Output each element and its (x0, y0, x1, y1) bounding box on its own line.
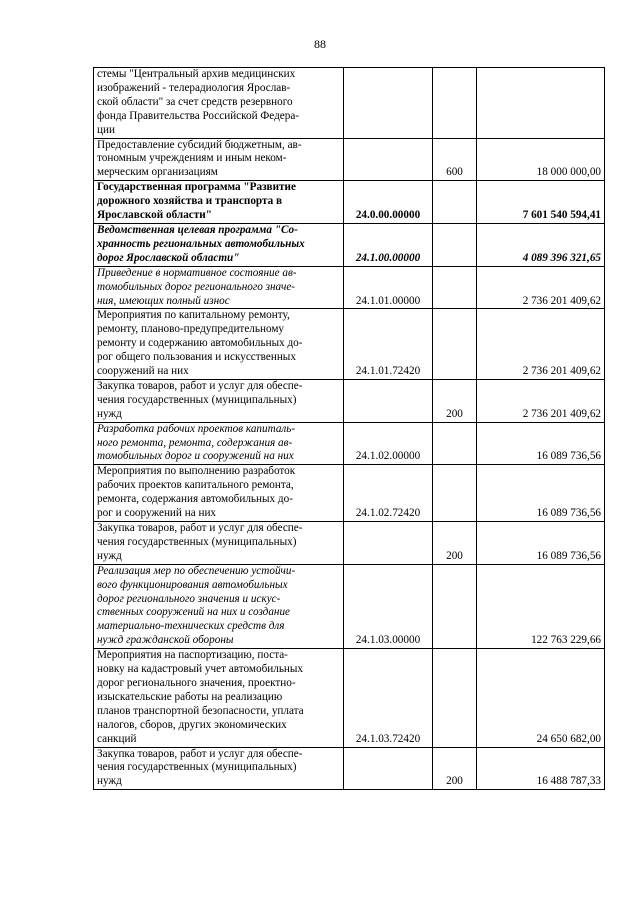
row-name-line: дорог регионального значения, проектно- (97, 676, 296, 689)
row-name-line: Закупка товаров, работ и услуг для обеспе- (97, 379, 303, 392)
row-name-cell (94, 379, 344, 422)
row-code-cell (344, 522, 433, 565)
row-name-line: нужд (97, 775, 122, 788)
table-row (94, 309, 605, 380)
table-row (94, 223, 605, 266)
row-sum-cell: 2 736 201 409,62 (477, 266, 605, 309)
row-code-cell: 24.1.03.00000 (344, 564, 433, 648)
row-name-line: изображений - телерадиология Ярослав- (97, 81, 291, 94)
row-name-line: вого функционирования автомобильных (97, 578, 288, 591)
row-name-line: дорог регионального значения и искус- (97, 592, 281, 605)
row-name-cell (94, 465, 344, 522)
row-expense-kind-cell (433, 266, 477, 309)
row-name-line: новку на кадастровый учет автомобильных (97, 663, 304, 676)
row-code-cell: 24.1.01.72420 (344, 309, 433, 380)
row-name-line: ремонту, планово-предупредительному (97, 323, 285, 336)
table-row (94, 138, 605, 181)
row-name-line: изыскательские работы на реализацию (97, 690, 283, 703)
row-sum-cell: 18 000 000,00 (477, 138, 605, 181)
table-row (94, 465, 605, 522)
page-number: 88 (314, 37, 326, 51)
row-expense-kind-cell (433, 223, 477, 266)
row-sum-cell: 16 089 736,56 (477, 465, 605, 522)
row-name-line: томобильных дорог регионального значе- (97, 280, 296, 293)
row-name-line: сооружений на них (97, 365, 189, 378)
row-name-line: Ярославской области" (97, 209, 212, 222)
row-name-line: рог общего пользования и искусственных (97, 351, 296, 364)
row-sum-cell: 16 488 787,33 (477, 747, 605, 790)
row-name-cell (94, 422, 344, 465)
row-name-line: Мероприятия по капитальному ремонту, (97, 309, 290, 322)
row-name-line: ного ремонта, ремонта, содержания ав- (97, 436, 293, 449)
row-code-cell (344, 138, 433, 181)
row-sum-cell: 2 736 201 409,62 (477, 309, 605, 380)
budget-table (93, 67, 605, 790)
table-row (94, 522, 605, 565)
row-name-line: Разработка рабочих проектов капиталь- (97, 422, 296, 435)
row-name-line: Закупка товаров, работ и услуг для обеспе- (97, 747, 303, 760)
row-code-cell: 24.0.00.00000 (344, 181, 433, 224)
row-sum-cell: 24 650 682,00 (477, 649, 605, 747)
row-expense-kind-cell: 600 (433, 138, 477, 181)
row-expense-kind-cell (433, 649, 477, 747)
row-name-line: Мероприятия на паспортизацию, поста- (97, 649, 288, 662)
row-name-line: Закупка товаров, работ и услуг для обеспе- (97, 522, 303, 534)
row-name-line: ской области" за счет средств резервного (97, 95, 293, 108)
row-expense-kind-cell: 200 (433, 747, 477, 790)
row-expense-kind-cell (433, 564, 477, 648)
row-name-line: санкций (97, 732, 137, 745)
row-expense-kind-cell (433, 465, 477, 522)
row-name-cell (94, 522, 344, 565)
row-code-cell: 24.1.02.72420 (344, 465, 433, 522)
row-name-cell (94, 266, 344, 309)
row-expense-kind-cell (433, 422, 477, 465)
row-name-line: мерческим организациям (97, 166, 218, 179)
row-code-cell: 24.1.03.72420 (344, 649, 433, 747)
table-row (94, 181, 605, 224)
table-row (94, 266, 605, 309)
row-name-line: материально-технических средств для (97, 620, 285, 633)
row-name-line: Предоставление субсидий бюджетным, ав- (97, 138, 302, 151)
row-name-cell (94, 309, 344, 380)
row-name-line: нужд (97, 549, 122, 562)
row-name-cell (94, 649, 344, 747)
row-name-line: нужд гражданской обороны (97, 634, 234, 647)
row-name-cell (94, 68, 344, 139)
row-sum-cell: 7 601 540 594,41 (477, 181, 605, 224)
row-expense-kind-cell (433, 309, 477, 380)
row-name-line: фонда Правительства Российской Федера- (97, 109, 300, 122)
row-name-line: ственных сооружений на них и создание (97, 606, 291, 619)
row-sum-cell: 122 763 229,66 (477, 564, 605, 648)
row-name-line: дорожного хозяйства и транспорта в (97, 195, 283, 208)
table-row (94, 564, 605, 648)
row-name-cell (94, 747, 344, 790)
row-name-line: планов транспортной безопасности, уплата (97, 704, 304, 717)
row-expense-kind-cell: 200 (433, 522, 477, 565)
row-code-cell: 24.1.00.00000 (344, 223, 433, 266)
row-name-line: тономным учреждениям и иным неком- (97, 152, 287, 165)
row-name-cell (94, 564, 344, 648)
row-code-cell (344, 68, 433, 139)
table-row (94, 379, 605, 422)
row-code-cell (344, 747, 433, 790)
table-row (94, 649, 605, 747)
budget-table-body (94, 68, 605, 790)
table-row (94, 68, 605, 139)
row-code-cell: 24.1.02.00000 (344, 422, 433, 465)
row-name-line: ции (97, 123, 115, 136)
row-name-line: Реализация мер по обеспечению устойчи- (97, 564, 296, 577)
row-sum-cell: 16 089 736,56 (477, 522, 605, 565)
row-name-line: чения государственных (муниципальных) (97, 535, 297, 548)
row-expense-kind-cell (433, 68, 477, 139)
row-expense-kind-cell: 200 (433, 379, 477, 422)
row-sum-cell (477, 68, 605, 139)
row-name-cell (94, 138, 344, 181)
row-code-cell: 24.1.01.00000 (344, 266, 433, 309)
row-sum-cell: 16 089 736,56 (477, 422, 605, 465)
row-name-cell (94, 181, 344, 224)
row-name-line: ремонту и содержанию автомобильных до- (97, 337, 303, 350)
row-sum-cell: 4 089 396 321,65 (477, 223, 605, 266)
row-name-line: налогов, сборов, других экономических (97, 718, 287, 731)
row-name-line: чения государственных (муниципальных) (97, 393, 297, 406)
row-expense-kind-cell (433, 181, 477, 224)
row-name-line: Ведомственная целевая программа "Со- (97, 223, 298, 236)
row-name-line: Мероприятия по выполнению разработок (97, 465, 296, 478)
row-name-line: хранность региональных автомобильных (97, 237, 305, 250)
row-name-line: дорог Ярославской области" (97, 251, 240, 264)
row-name-line: Государственная программа "Развитие (97, 181, 296, 194)
row-name-line: чения государственных (муниципальных) (97, 761, 297, 774)
table-row (94, 747, 605, 790)
row-name-line: рог и сооружений на них (97, 507, 217, 520)
row-name-line: ремонта, содержания автомобильных до- (97, 493, 293, 506)
row-name-line: томобильных дорог и сооружений на них (97, 450, 294, 463)
row-name-line: стемы "Центральный архив медицинских (97, 68, 296, 80)
table-row (94, 422, 605, 465)
row-name-line: Приведение в нормативное состояние ав- (97, 266, 297, 279)
row-name-line: ния, имеющих полный износ (97, 294, 230, 307)
row-name-cell (94, 223, 344, 266)
row-code-cell (344, 379, 433, 422)
row-name-line: нужд (97, 407, 122, 420)
row-sum-cell: 2 736 201 409,62 (477, 379, 605, 422)
row-name-line: рабочих проектов капитального ремонта, (97, 479, 294, 492)
